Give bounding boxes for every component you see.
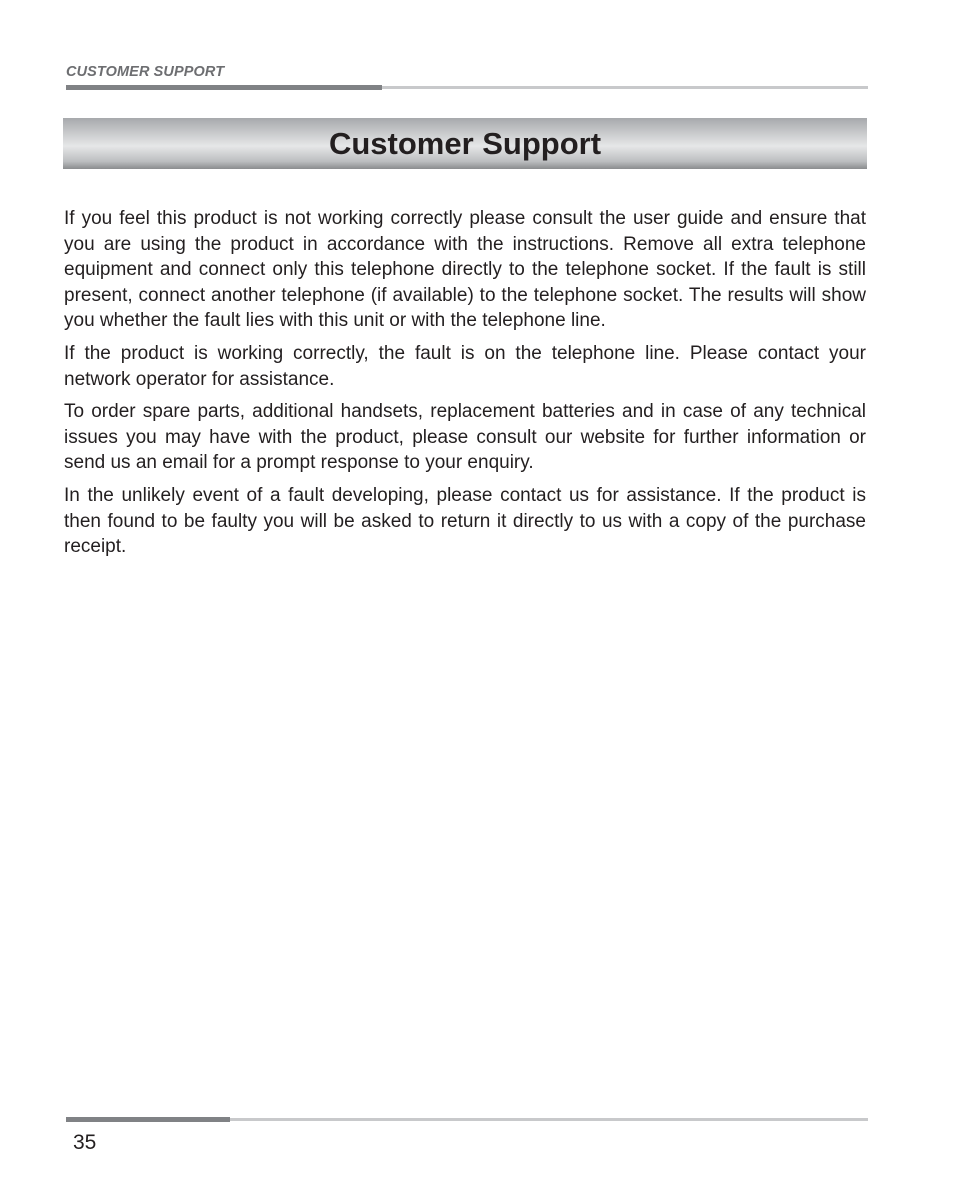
footer-rule-light-segment [230, 1118, 868, 1121]
header-rule-dark-segment [66, 85, 382, 90]
paragraph-fault-return: In the unlikely event of a fault developing, please contact us for assistance. If the product is then found to be faulty you will be asked to return it directly to us with a copy of the purchase receipt. [64, 484, 866, 558]
page-title: Customer Support [328, 126, 602, 161]
title-banner [63, 118, 867, 169]
paragraph-troubleshooting: If you feel this product is not working correctly please consult the user guide and ensure that you are using the product in accordance with the instructions. Remove all extra telephone equipment and connect only this telephone directly to the telephone socket. If the fault is still present, connect another telephone (if available) to the telephone socket. The results will show you whether the fault lies with this unit or with the telephone line. [64, 208, 866, 332]
paragraph-network-operator: If the product is working correctly, the fault is on the telephone line. Please contact your network operator for assistance. [64, 342, 866, 390]
running-head: CUSTOMER SUPPORT [66, 64, 225, 80]
footer-rule [66, 1117, 868, 1122]
footer-rule-dark-segment [66, 1117, 230, 1122]
header-rule-light-segment [382, 86, 868, 89]
page-number: 35 [73, 1131, 97, 1154]
header-rule [66, 85, 868, 90]
body-text [64, 206, 866, 567]
paragraph-spare-parts: To order spare parts, additional handsets, replacement batteries and in case of any technical issues you may have with the product, please consult our website for further information or send us an email for a prompt response to your enquiry. [64, 401, 866, 474]
